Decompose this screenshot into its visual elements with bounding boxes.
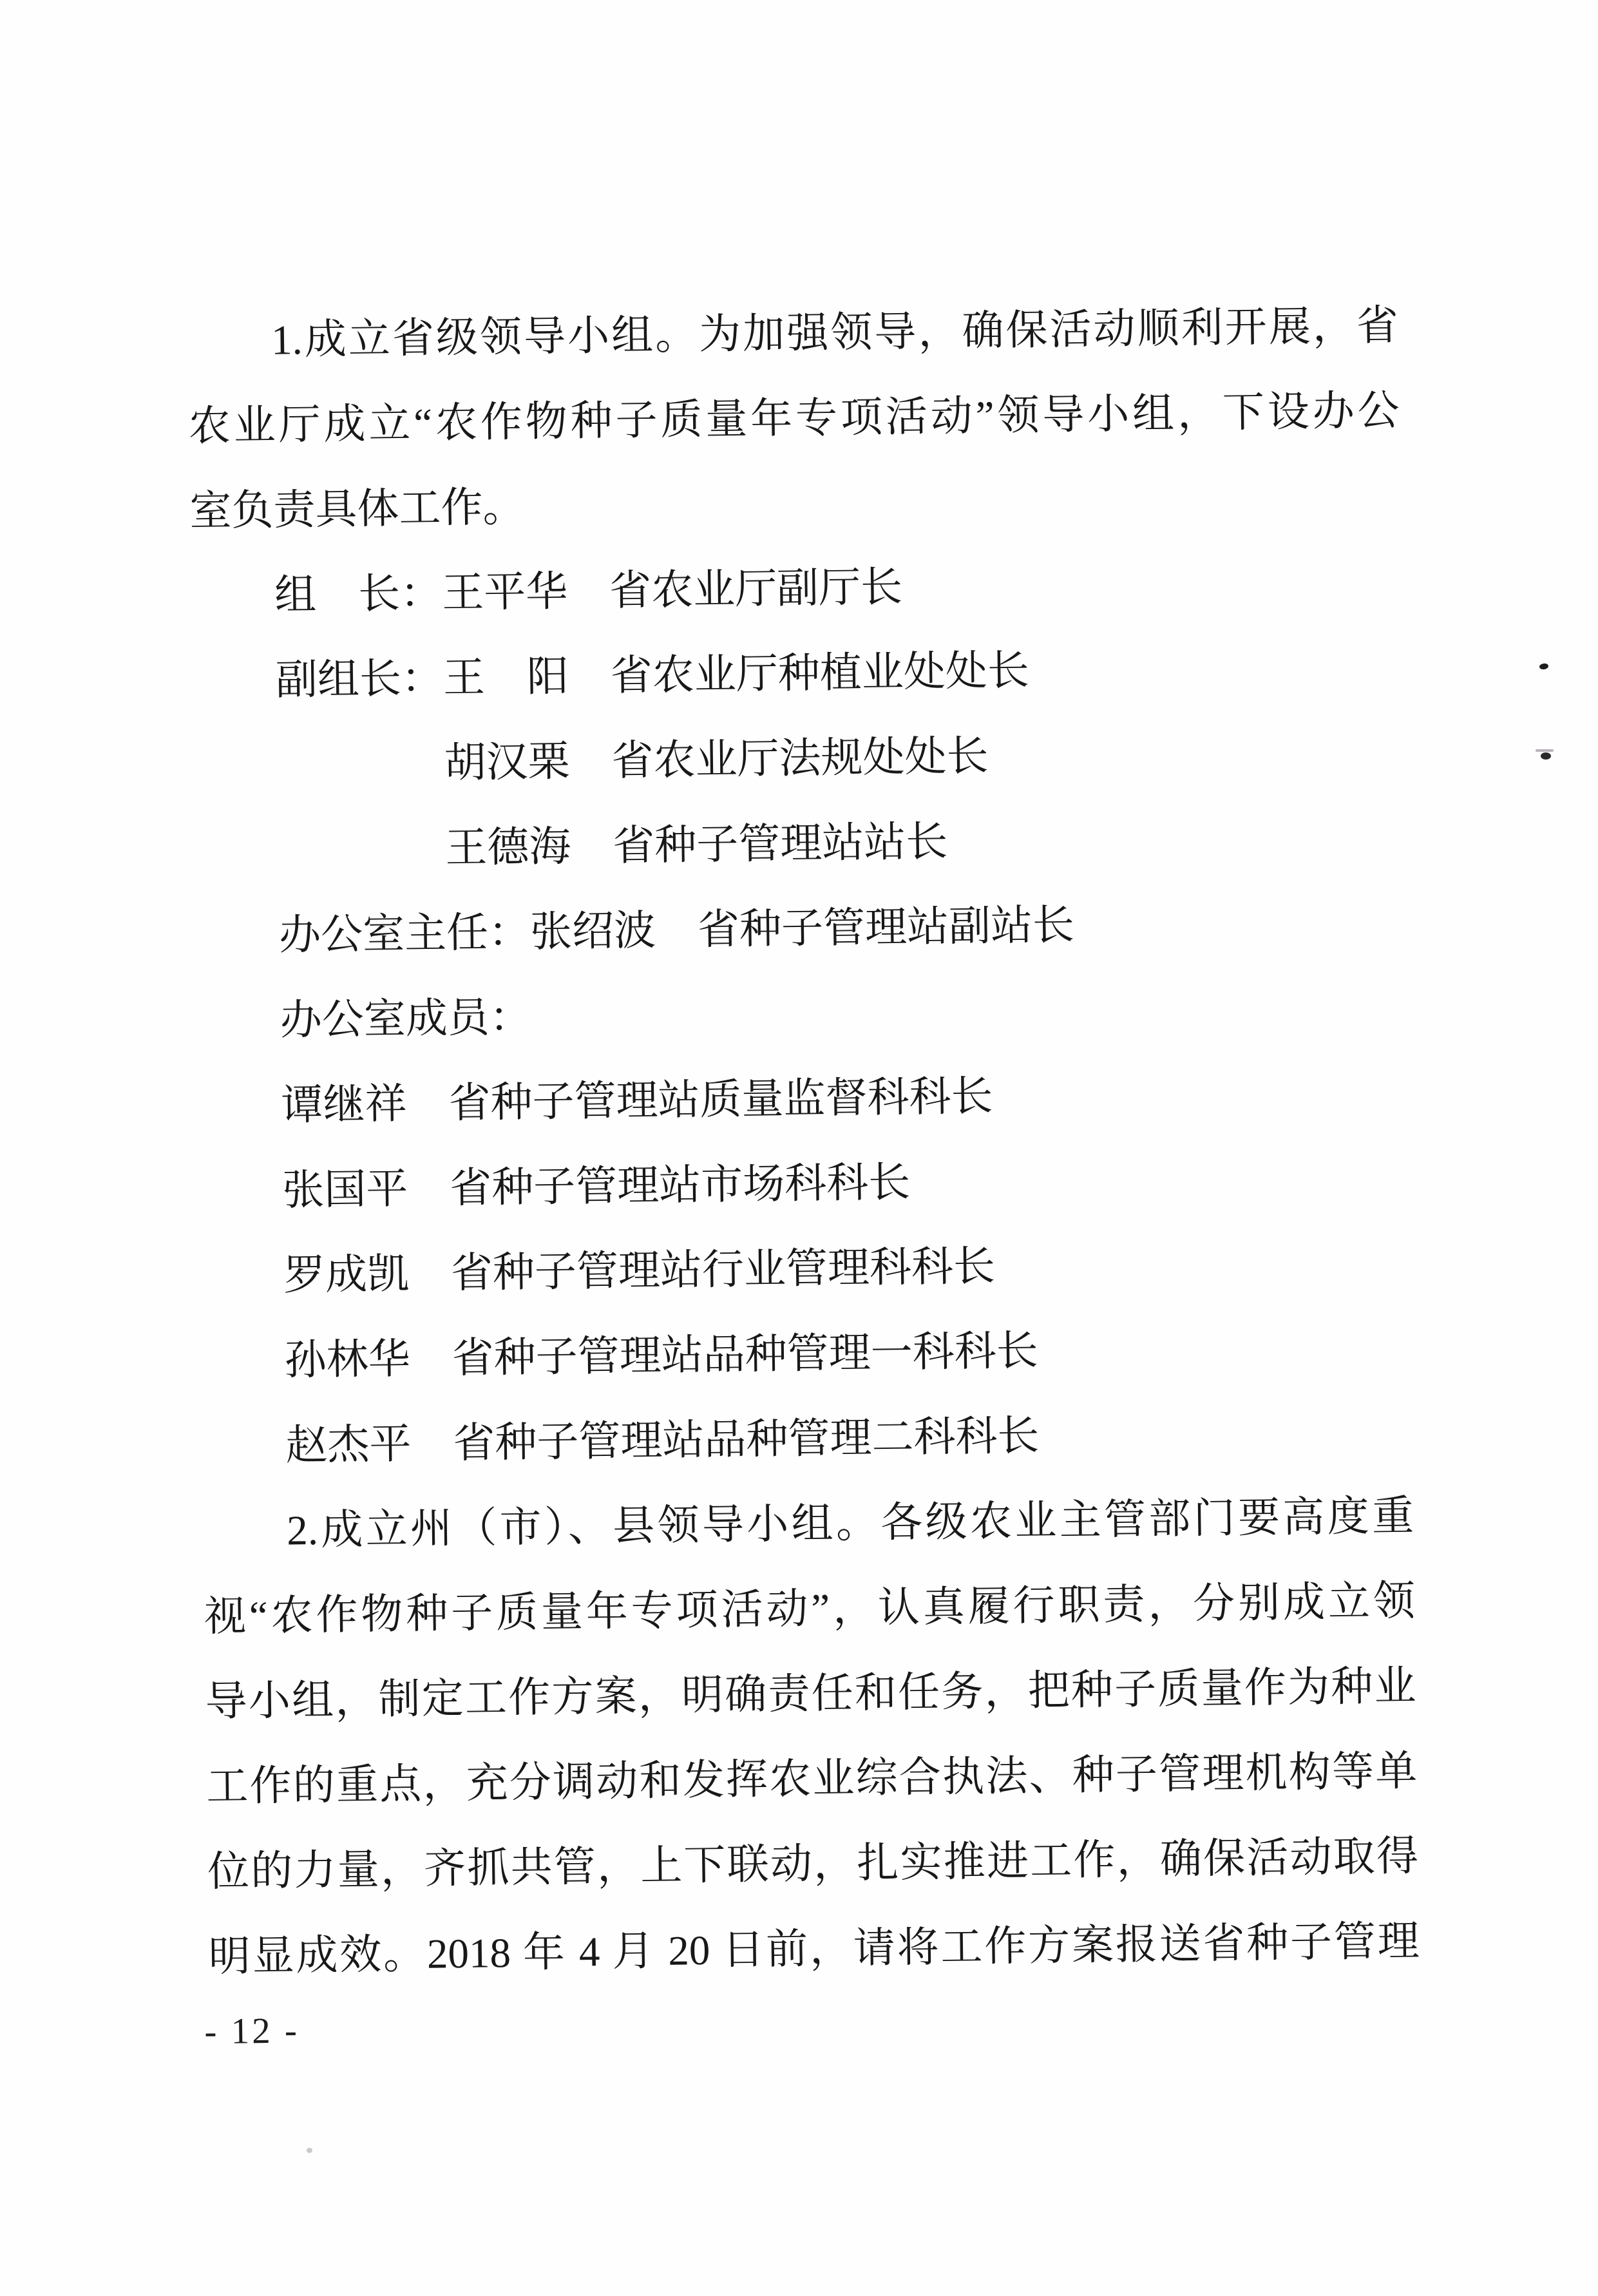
paragraph1-line2: 农业厅成立“农作物种子质量年专项活动”领导小组，下设办公 [188, 387, 1400, 450]
ink-speck [307, 2148, 312, 2153]
office-member-line: 罗成凯 省种子管理站行业管理科科长 [283, 1243, 996, 1299]
paragraph2-line3: 导小组，制定工作方案，明确责任和任务，把种子质量作为种业 [205, 1663, 1417, 1726]
office-member-line: 孙林华 省种子管理站品种管理一科科长 [284, 1328, 1039, 1384]
deputy-leader-line-3: 王德海 省种子管理站站长 [444, 819, 948, 872]
document-text-block [187, 283, 1421, 2060]
paragraph2-line1: 2.成立州（市）、县领导小组。各级农业主管部门要高度重 [286, 1493, 1414, 1555]
ink-speck [1539, 663, 1548, 670]
paragraph2-line5: 位的力量，齐抓共管，上下联动，扎实推进工作，确保活动取得 [207, 1833, 1419, 1896]
deputy-leader-line: 副组长：王 阳 省农业厅种植业处处长 [275, 647, 1030, 704]
ink-smudge [1536, 749, 1554, 752]
paragraph2-line4: 工作的重点，充分调动和发挥农业综合执法、种子管理机构等单 [205, 1748, 1418, 1811]
office-members-heading: 办公室成员： [280, 994, 532, 1044]
office-director-line: 办公室主任：张绍波 省种子管理站副站长 [278, 902, 1075, 959]
ink-speck [1541, 752, 1551, 760]
paragraph1-line3: 室负责具体工作。 [189, 484, 525, 535]
paragraph1-line1: 1.成立省级领导小组。为加强领导，确保活动顺利开展，省 [271, 302, 1399, 364]
office-member-line: 谭继祥 省种子管理站质量监督科科长 [281, 1073, 993, 1129]
leader-line: 组 长：王平华 省农业厅副厅长 [274, 564, 903, 619]
paragraph2-line6: 明显成效。2018 年 4 月 20 日前，请将工作方案报送省种子管理 [208, 1918, 1420, 1981]
deputy-leader-line-2: 胡汉栗 省农业厅法规处处长 [444, 733, 989, 787]
paragraph2-line2: 视“农作物种子质量年专项活动”，认真履行职责，分别成立领 [204, 1578, 1416, 1641]
page-number: - 12 - [204, 2010, 300, 2052]
office-member-line: 赵杰平 省种子管理站品种管理二科科长 [285, 1413, 1040, 1469]
office-member-line: 张国平 省种子管理站市场科科长 [281, 1159, 911, 1214]
